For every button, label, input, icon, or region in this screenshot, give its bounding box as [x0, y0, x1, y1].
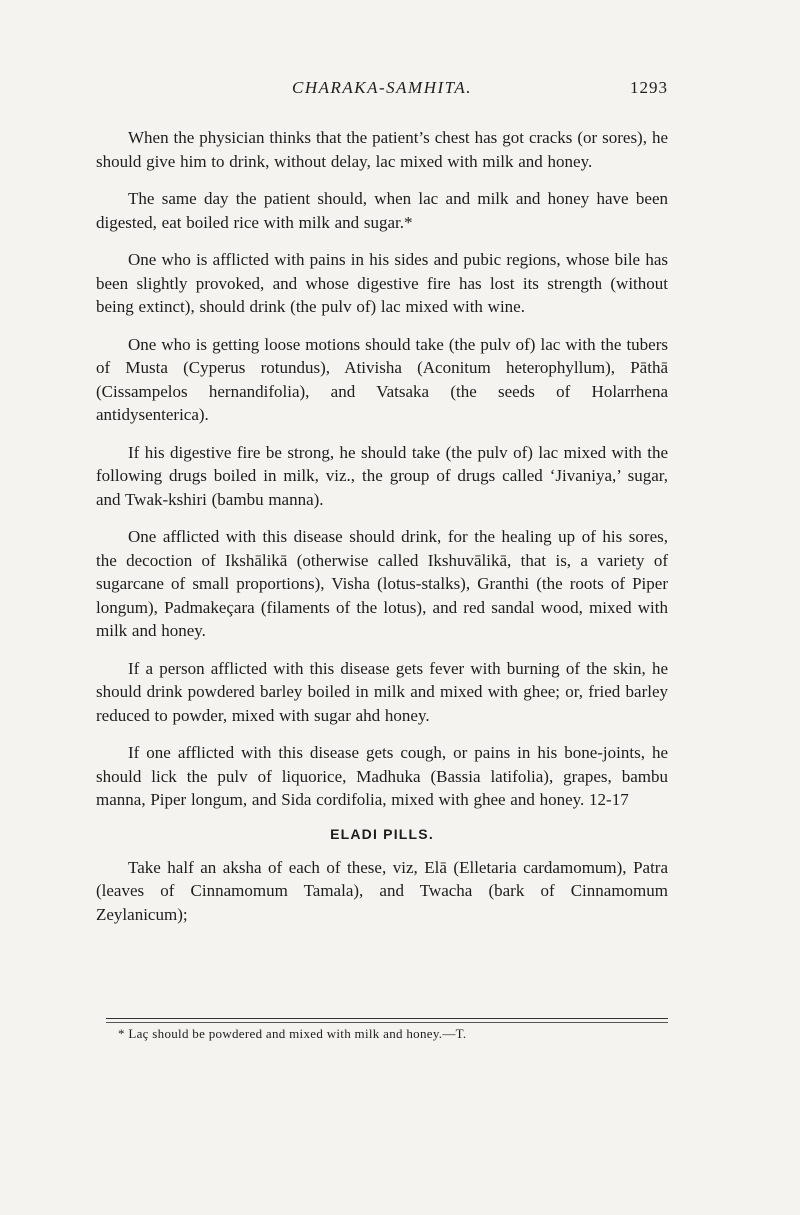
footnote-divider [106, 1018, 668, 1019]
footnote: * Laç should be powdered and mixed with milk and honey.—T. [118, 1026, 467, 1041]
paragraph-loose-motions: One who is getting loose motions should take (the pulv of) lac with the tubers of Musta (Cyperus rotundus), Ativisha (Aconitum heterophyllum), Pāthā (Cissampelos hernandifolia), and Vatsaka (the seeds of Holarrhena antidysenterica). [96, 334, 668, 424]
paragraph-digestive-fire: If his digestive fire be strong, he should take (the pulv of) lac mixed with the following drugs boiled in milk, viz., the group of drugs called ‘Jivaniya,’ sugar, and Twak-kshiri (bambu manna). [96, 442, 668, 509]
paragraph-chest-cracks: When the physician thinks that the patient’s chest has got cracks (or sores), he should give him to drink, without delay, lac mixed with milk and honey. [96, 128, 668, 171]
running-title: CHARAKA-SAMHITA. [292, 78, 472, 97]
page-header [96, 78, 668, 104]
paragraph-healing-sores: One afflicted with this disease should drink, for the healing up of his sores, the decoction of Ikshālikā (otherwise called Ikshuvālikā, that is, a variety of sugarcane of small proportions), Visha (lotus-stalks), Granthi (the roots of Piper longum), Padmakeçara (filaments of the lotus), and red sandal wood, mixed with milk and honey. [96, 527, 668, 640]
page-number: 1293 [630, 78, 668, 97]
paragraph-pains-sides: One who is afflicted with pains in his sides and pubic regions, whose bile has been slightly provoked, and whose digestive fire has lost its strength (without being extinct), should drink (the pulv of) lac mixed with wine. [96, 250, 668, 316]
paragraph-same-day: The same day the patient should, when lac and milk and honey have been digested, eat boiled rice with milk and sugar.* [96, 189, 668, 232]
paragraph-fever-burning: If a person afflicted with this disease gets fever with burning of the skin, he should drink powdered barley boiled in milk and mixed with ghee; or, fried barley reduced to powder, mixed with sugar ahd honey. [96, 658, 668, 725]
paragraph-eladi-pills: Take half an aksha of each of these, viz, Elā (Elletaria cardamomum), Patra (leaves of Cinnamomum Tamala), and Twacha (bark of Cinnamomum Zeylanicum); [96, 857, 668, 924]
footnote-divider-secondary [106, 1022, 668, 1023]
section-heading: ELADI PILLS. [330, 825, 434, 842]
paragraph-cough: If one afflicted with this disease gets cough, or pains in his bone-joints, he should lick the pulv of liquorice, Madhuka (Bassia latifolia), grapes, bambu manna, Piper longum, and Sida cordifolia, mixed with ghee and honey. 12-17 [96, 743, 668, 809]
body-text [96, 126, 668, 940]
